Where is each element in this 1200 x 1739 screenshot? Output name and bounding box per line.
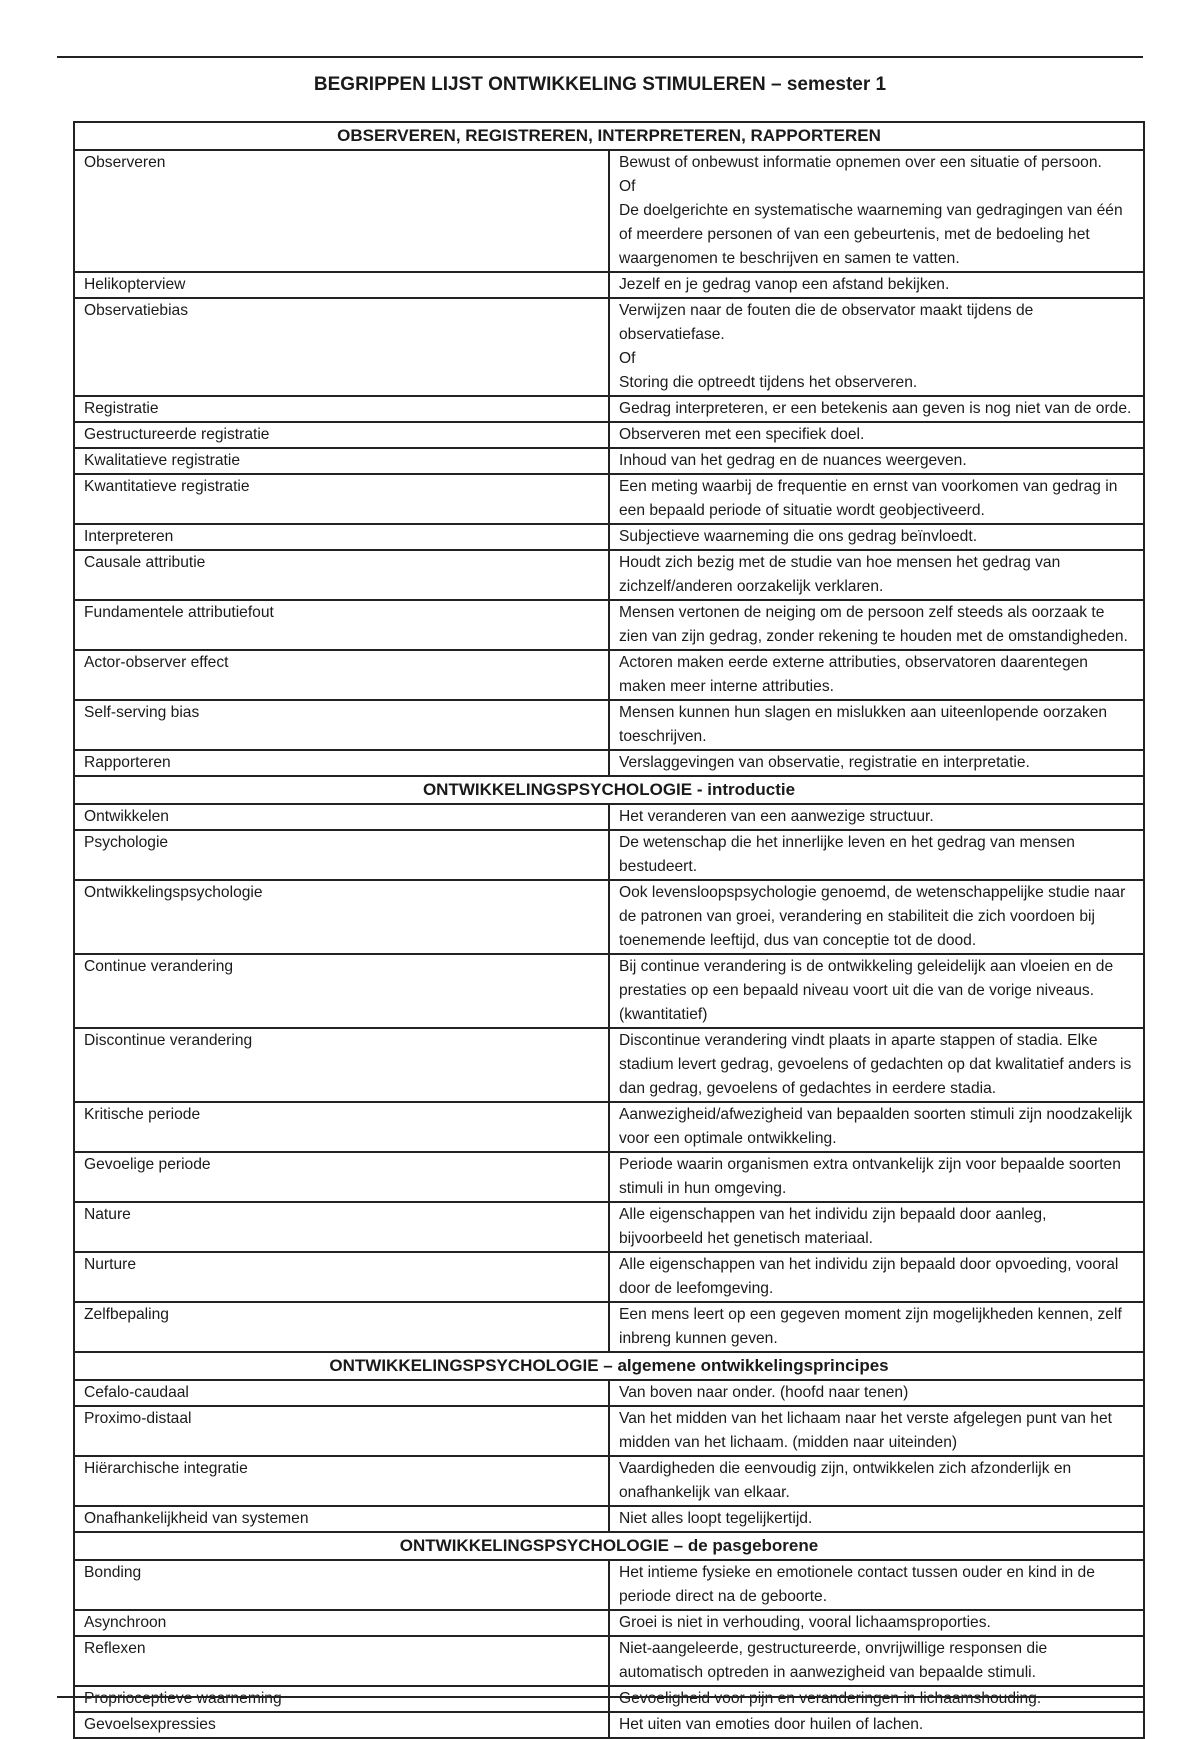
- bottom-rule: [57, 1696, 1143, 1698]
- definition-line: Gedrag interpreteren, er een betekenis aan geven is nog niet van de orde.: [619, 400, 1132, 417]
- definition-cell: [609, 272, 1144, 298]
- table-row: [74, 1686, 1144, 1712]
- table-row: [74, 1636, 1144, 1686]
- table-row: [74, 880, 1144, 954]
- table-row: [74, 954, 1144, 1028]
- term-cell: Observatiebias: [74, 298, 609, 396]
- definition-line: Groei is niet in verhouding, vooral lichaamsproporties.: [619, 1614, 991, 1631]
- table-row: [74, 396, 1144, 422]
- table-row: [74, 1560, 1144, 1610]
- table-row: [74, 830, 1144, 880]
- term-cell: Reflexen: [74, 1636, 609, 1686]
- table-row: [74, 804, 1144, 830]
- definition-cell: [609, 1686, 1144, 1712]
- section-heading: ONTWIKKELINGSPSYCHOLOGIE - introductie: [74, 776, 1144, 804]
- table-row: [74, 550, 1144, 600]
- definition-line: Bij continue verandering is de ontwikkeling geleidelijk aan vloeien en de prestaties op een bepaald niveau voort uit die van de vorige niveaus. (kwantitatief): [619, 958, 1114, 1023]
- table-row: [74, 600, 1144, 650]
- term-cell: Nature: [74, 1202, 609, 1252]
- definition-line: Gevoeligheid voor pijn en veranderingen in lichaamshouding.: [619, 1690, 1042, 1707]
- section-heading-row: [74, 1532, 1144, 1560]
- table-row: [74, 1202, 1144, 1252]
- term-cell: Gevoelige periode: [74, 1152, 609, 1202]
- term-cell: Bonding: [74, 1560, 609, 1610]
- definition-line: Niet alles loopt tegelijkertijd.: [619, 1510, 813, 1527]
- definition-cell: [609, 1712, 1144, 1738]
- table-row: [74, 750, 1144, 776]
- definition-cell: [609, 1028, 1144, 1102]
- definition-cell: [609, 396, 1144, 422]
- section-heading: OBSERVEREN, REGISTREREN, INTERPRETEREN, RAPPORTEREN: [74, 122, 1144, 150]
- term-cell: Ontwikkelen: [74, 804, 609, 830]
- definition-line: Het veranderen van een aanwezige structuur.: [619, 808, 934, 825]
- table-row: [74, 1610, 1144, 1636]
- definition-cell: [609, 1560, 1144, 1610]
- definition-cell: [609, 524, 1144, 550]
- table-row: [74, 1252, 1144, 1302]
- term-cell: Fundamentele attributiefout: [74, 600, 609, 650]
- definition-cell: [609, 804, 1144, 830]
- definition-line: Mensen kunnen hun slagen en mislukken aan uiteenlopende oorzaken toeschrijven.: [619, 704, 1108, 745]
- definition-cell: [609, 150, 1144, 272]
- table-row: [74, 1152, 1144, 1202]
- definition-cell: [609, 1456, 1144, 1506]
- definition-cell: [609, 448, 1144, 474]
- table-row: [74, 1102, 1144, 1152]
- definition-line: Alle eigenschappen van het individu zijn bepaald door aanleg, bijvoorbeeld het genetisch materiaal.: [619, 1206, 1047, 1247]
- definition-line: Ook levensloopspsychologie genoemd, de wetenschappelijke studie naar de patronen van groei, verandering en stabiliteit die zich voordoen bij toenemende leeftijd, dus van conceptie tot de dood.: [619, 884, 1126, 949]
- definition-line: Jezelf en je gedrag vanop een afstand bekijken.: [619, 276, 950, 293]
- definition-line: Aanwezigheid/afwezigheid van bepaalden soorten stimuli zijn noodzakelijk voor een optimale ontwikkeling.: [619, 1106, 1133, 1147]
- term-cell: Kwantitatieve registratie: [74, 474, 609, 524]
- term-cell: Interpreteren: [74, 524, 609, 550]
- term-cell: Nurture: [74, 1252, 609, 1302]
- term-cell: Registratie: [74, 396, 609, 422]
- definition-cell: [609, 1252, 1144, 1302]
- table-row: [74, 1406, 1144, 1456]
- definition-cell: [609, 1610, 1144, 1636]
- table-row: [74, 1456, 1144, 1506]
- term-cell: Gestructureerde registratie: [74, 422, 609, 448]
- definition-line: Periode waarin organismen extra ontvankelijk zijn voor bepaalde soorten stimuli in hun omgeving.: [619, 1156, 1121, 1197]
- definition-cell: [609, 1406, 1144, 1456]
- definition-line: Of: [619, 178, 636, 195]
- term-cell: Self-serving bias: [74, 700, 609, 750]
- section-heading: ONTWIKKELINGSPSYCHOLOGIE – algemene ontwikkelingsprincipes: [74, 1352, 1144, 1380]
- definition-line: Een meting waarbij de frequentie en ernst van voorkomen van gedrag in een bepaald periode of situatie wordt geobjectiveerd.: [619, 478, 1118, 519]
- definition-line: Observeren met een specifiek doel.: [619, 426, 865, 443]
- table-row: [74, 700, 1144, 750]
- table-row: [74, 150, 1144, 272]
- table-row: [74, 1380, 1144, 1406]
- definition-cell: [609, 650, 1144, 700]
- page-title: BEGRIPPEN LIJST ONTWIKKELING STIMULEREN – semester 1: [313, 74, 887, 95]
- definition-line: Storing die optreedt tijdens het observeren.: [619, 374, 918, 391]
- definition-cell: [609, 600, 1144, 650]
- table-row: [74, 1712, 1144, 1738]
- definition-line: Vaardigheden die eenvoudig zijn, ontwikkelen zich afzonderlijk en onafhankelijk van elkaar.: [619, 1460, 1072, 1501]
- definition-cell: [609, 1152, 1144, 1202]
- definition-cell: [609, 954, 1144, 1028]
- table-row: [74, 448, 1144, 474]
- term-cell: Zelfbepaling: [74, 1302, 609, 1352]
- definition-cell: [609, 750, 1144, 776]
- definition-line: Het intieme fysieke en emotionele contact tussen ouder en kind in de periode direct na de geboorte.: [619, 1564, 1095, 1605]
- term-cell: Helikopterview: [74, 272, 609, 298]
- term-cell: Gevoelsexpressies: [74, 1712, 609, 1738]
- table-row: [74, 422, 1144, 448]
- term-cell: Continue verandering: [74, 954, 609, 1028]
- definition-line: Mensen vertonen de neiging om de persoon zelf steeds als oorzaak te zien van zijn gedrag, zonder rekening te houden met de omstandigheden.: [619, 604, 1128, 645]
- table-row: [74, 1028, 1144, 1102]
- term-cell: Asynchroon: [74, 1610, 609, 1636]
- table-row: [74, 1506, 1144, 1532]
- glossary-table: [73, 121, 1145, 1739]
- definition-cell: [609, 1102, 1144, 1152]
- table-row: [74, 1302, 1144, 1352]
- term-cell: Causale attributie: [74, 550, 609, 600]
- section-heading: ONTWIKKELINGSPSYCHOLOGIE – de pasgeborene: [74, 1532, 1144, 1560]
- term-cell: Cefalo-caudaal: [74, 1380, 609, 1406]
- definition-cell: [609, 298, 1144, 396]
- definition-line: Inhoud van het gedrag en de nuances weergeven.: [619, 452, 967, 469]
- definition-cell: [609, 700, 1144, 750]
- definition-line: Actoren maken eerde externe attributies, observatoren daarentegen maken meer interne attributies.: [619, 654, 1088, 695]
- table-row: [74, 272, 1144, 298]
- definition-cell: [609, 1302, 1144, 1352]
- section-heading-row: [74, 776, 1144, 804]
- term-cell: Observeren: [74, 150, 609, 272]
- term-cell: Psychologie: [74, 830, 609, 880]
- definition-line: Of: [619, 350, 636, 367]
- term-cell: Hiërarchische integratie: [74, 1456, 609, 1506]
- definition-cell: [609, 422, 1144, 448]
- definition-cell: [609, 474, 1144, 524]
- definition-line: Een mens leert op een gegeven moment zijn mogelijkheden kennen, zelf inbreng kunnen geven.: [619, 1306, 1122, 1347]
- definition-line: Houdt zich bezig met de studie van hoe mensen het gedrag van zichzelf/anderen oorzakelijk verklaren.: [619, 554, 1061, 595]
- table-row: [74, 474, 1144, 524]
- definition-cell: [609, 550, 1144, 600]
- definition-line: Verslaggevingen van observatie, registratie en interpretatie.: [619, 754, 1030, 771]
- definition-cell: [609, 1506, 1144, 1532]
- definition-cell: [609, 1636, 1144, 1686]
- table-row: [74, 298, 1144, 396]
- definition-line: De wetenschap die het innerlijke leven en het gedrag van mensen bestudeert.: [619, 834, 1075, 875]
- definition-cell: [609, 880, 1144, 954]
- definition-cell: [609, 1202, 1144, 1252]
- definition-line: Van boven naar onder. (hoofd naar tenen): [619, 1384, 909, 1401]
- term-cell: Kwalitatieve registratie: [74, 448, 609, 474]
- term-cell: Onafhankelijkheid van systemen: [74, 1506, 609, 1532]
- definition-line: Discontinue verandering vindt plaats in aparte stappen of stadia. Elke stadium levert gedrag, gevoelens of gedachten op dat kwalitatief anders is dan gedrag, gevoelens of gedachtes in eerdere stadia.: [619, 1032, 1132, 1097]
- section-heading-row: [74, 1352, 1144, 1380]
- top-rule: [57, 56, 1143, 58]
- definition-line: Alle eigenschappen van het individu zijn bepaald door opvoeding, vooral door de leefomgeving.: [619, 1256, 1119, 1297]
- definition-line: Bewust of onbewust informatie opnemen over een situatie of persoon.: [619, 154, 1102, 171]
- table-row: [74, 524, 1144, 550]
- term-cell: Proprioceptieve waarneming: [74, 1686, 609, 1712]
- definition-cell: [609, 1380, 1144, 1406]
- table-row: [74, 650, 1144, 700]
- term-cell: Discontinue verandering: [74, 1028, 609, 1102]
- term-cell: Actor-observer effect: [74, 650, 609, 700]
- definition-line: Van het midden van het lichaam naar het verste afgelegen punt van het midden van het lichaam. (midden naar uiteinden): [619, 1410, 1112, 1451]
- term-cell: Proximo-distaal: [74, 1406, 609, 1456]
- section-heading-row: [74, 122, 1144, 150]
- definition-line: Het uiten van emoties door huilen of lachen.: [619, 1716, 924, 1733]
- definition-line: Subjectieve waarneming die ons gedrag beïnvloedt.: [619, 528, 978, 545]
- term-cell: Ontwikkelingspsychologie: [74, 880, 609, 954]
- term-cell: Kritische periode: [74, 1102, 609, 1152]
- definition-line: Niet-aangeleerde, gestructureerde, onvrijwillige responsen die automatisch optreden in aanwezigheid van bepaalde stimuli.: [619, 1640, 1048, 1681]
- definition-line: Verwijzen naar de fouten die de observator maakt tijdens de observatiefase.: [619, 302, 1034, 343]
- definition-cell: [609, 830, 1144, 880]
- term-cell: Rapporteren: [74, 750, 609, 776]
- definition-line: De doelgerichte en systematische waarneming van gedragingen van één of meerdere personen of van een gebeurtenis, met de bedoeling het waargenomen te beschrijven en samen te vatten.: [619, 202, 1123, 267]
